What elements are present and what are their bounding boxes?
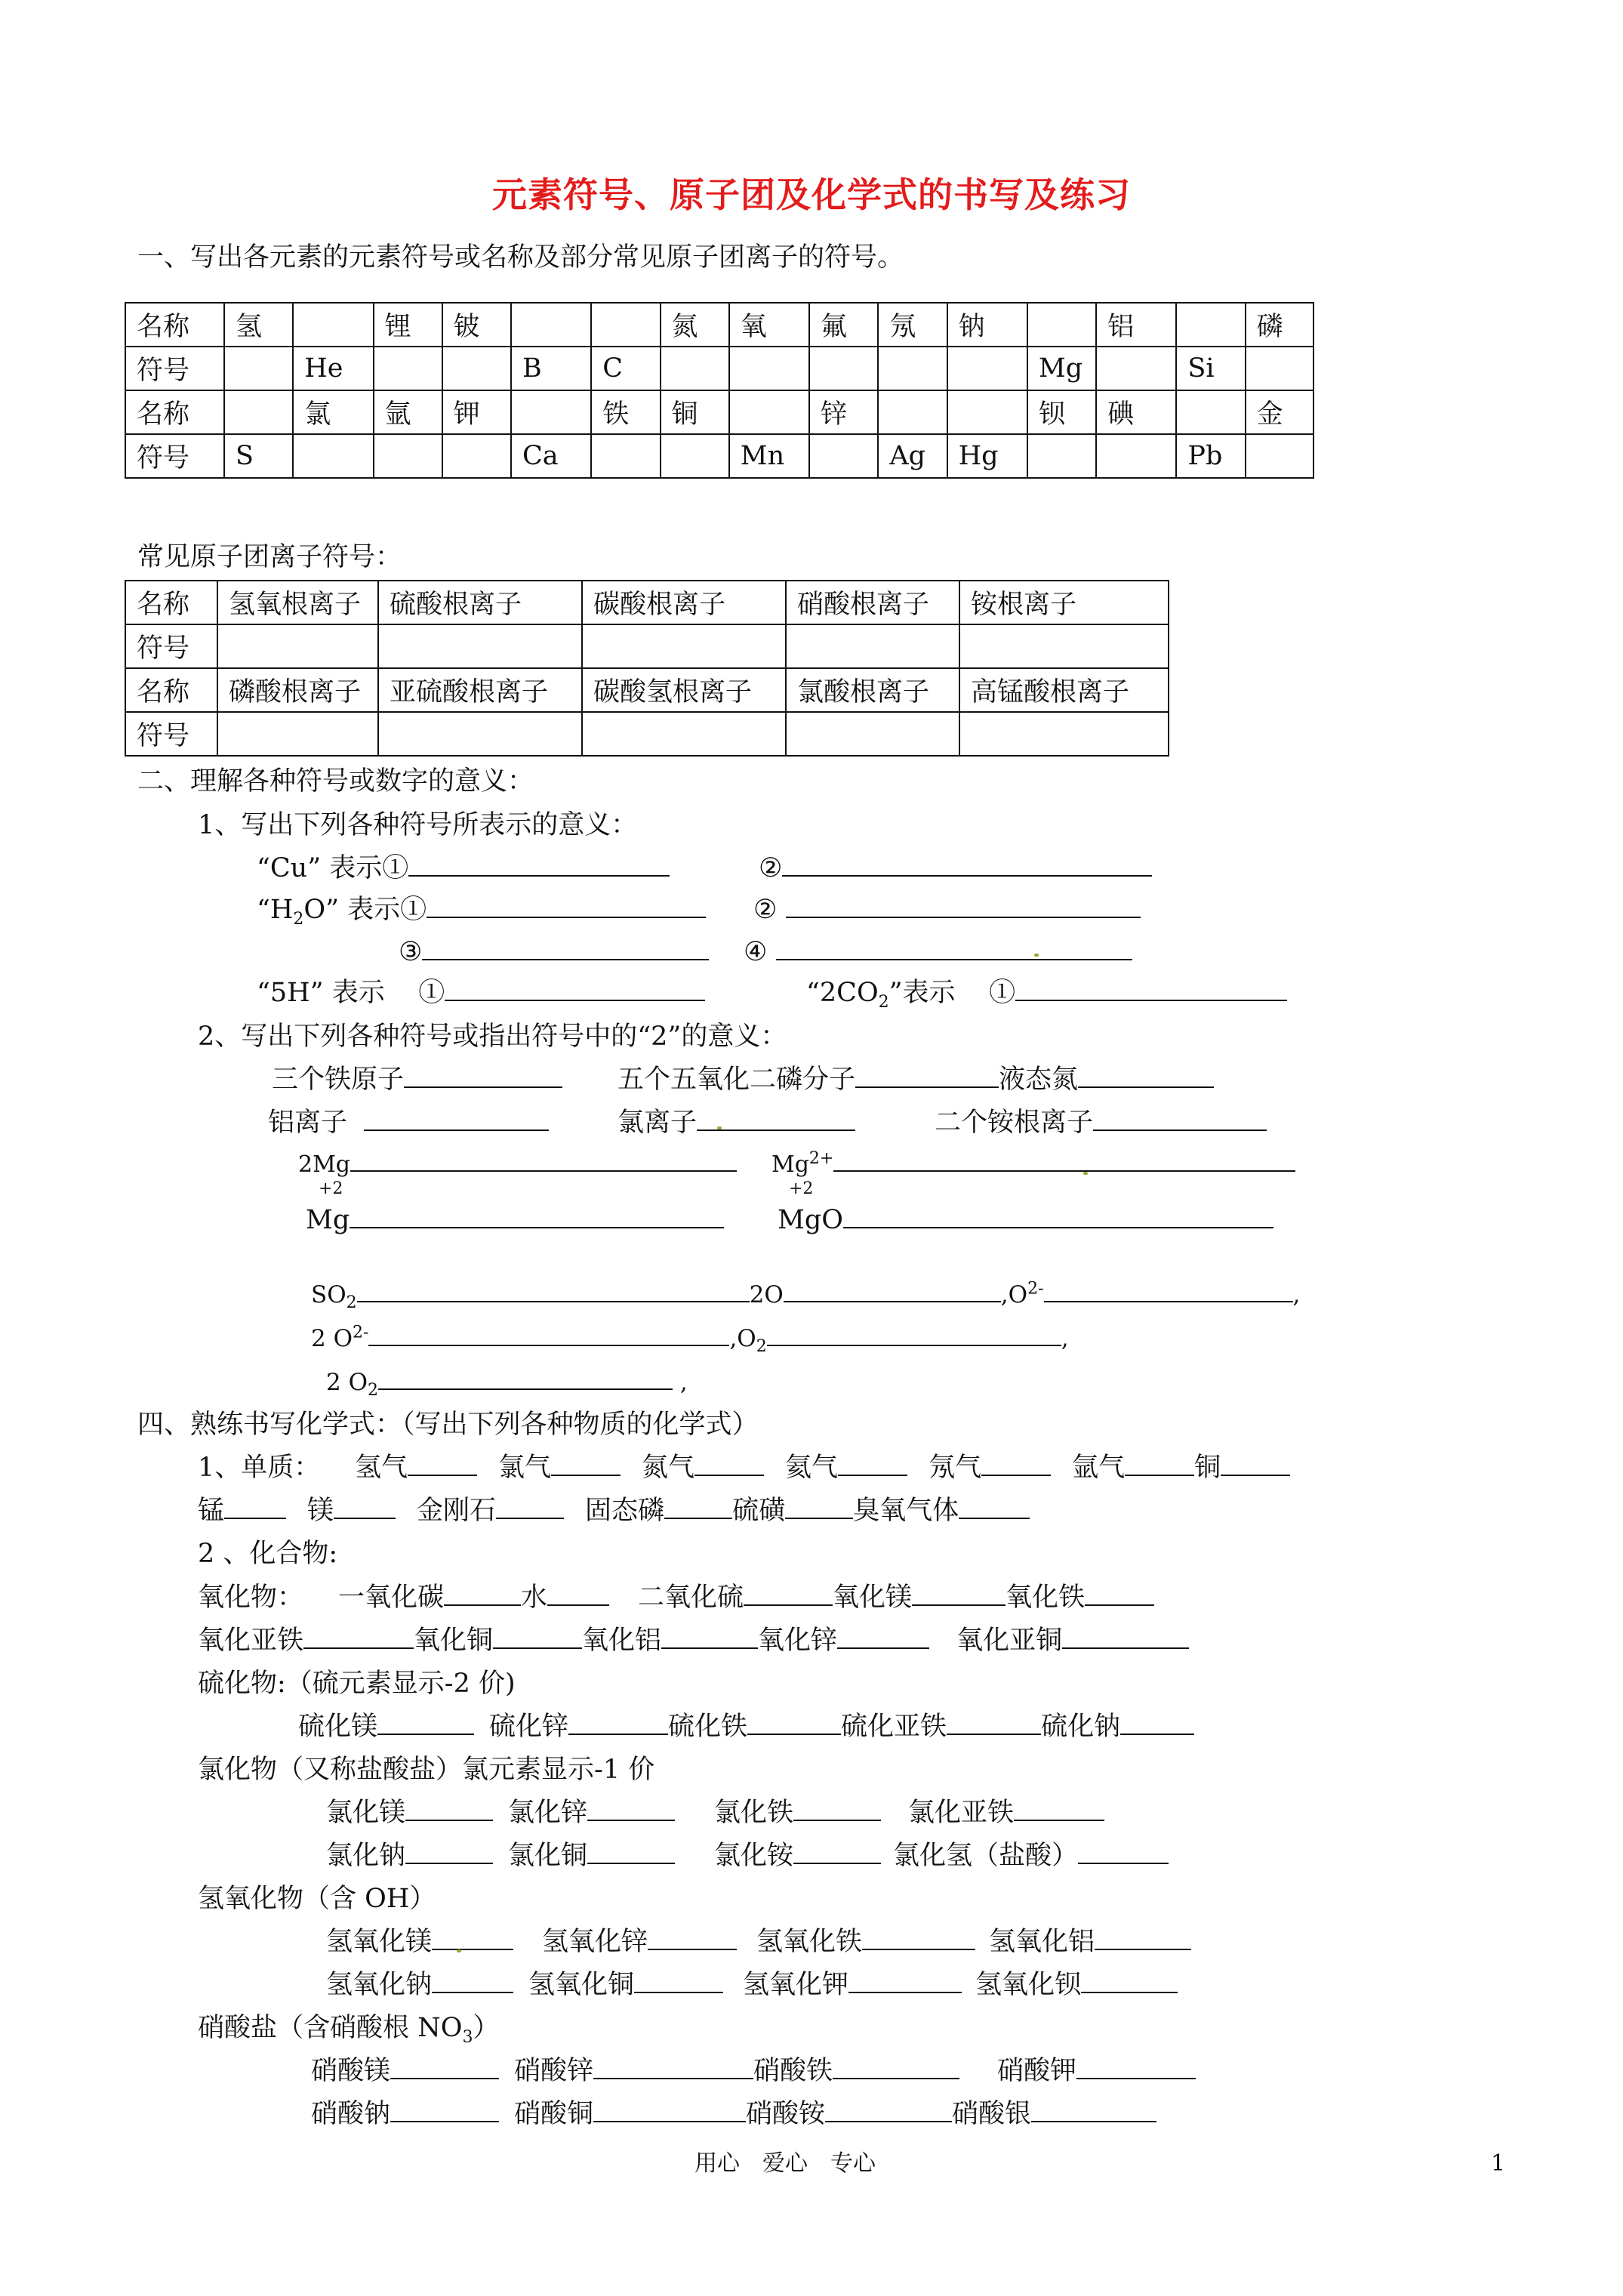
table-cell[interactable] — [511, 390, 591, 434]
table-row — [125, 347, 1313, 390]
item-label: 氧化亚铁 — [198, 1626, 304, 1656]
answer-blank[interactable] — [825, 2097, 952, 2122]
danzhi-label: 1、单质： — [198, 1453, 321, 1483]
table-row — [125, 712, 1169, 756]
table-cell: 氖 — [878, 303, 947, 347]
table-cell: 钾 — [442, 390, 511, 434]
table-cell[interactable] — [1027, 434, 1096, 478]
table-cell[interactable] — [374, 434, 442, 478]
answer-blank[interactable] — [350, 1203, 724, 1228]
oxide-row-1 — [338, 1580, 1154, 1615]
item-label: 氢氧化铁 — [756, 1927, 863, 1957]
row-mg: Mg — [306, 1203, 724, 1237]
answer-blank[interactable] — [405, 1795, 493, 1821]
item-label: 氯化钠 — [326, 1841, 406, 1871]
table-cell: S — [224, 434, 293, 478]
row-al-ion: 铝离子 — [268, 1105, 549, 1140]
item-label: 硝酸铜 — [514, 2099, 594, 2129]
row-header-cell: 名称 — [125, 303, 224, 347]
table-cell[interactable] — [947, 390, 1027, 434]
answer-blank[interactable] — [747, 1709, 841, 1735]
item-label: 氧化铜 — [414, 1626, 494, 1656]
table-cell: 钠 — [947, 303, 1027, 347]
table-cell: 氢氧根离子 — [217, 581, 378, 624]
item-label: 氧化锌 — [758, 1626, 838, 1656]
answer-blank[interactable] — [390, 2097, 499, 2122]
row-so2: $SO_2$ 2O $,O^{2-}$ , — [311, 1279, 1301, 1313]
table-cell[interactable] — [293, 303, 373, 347]
row-header-cell: 名称 — [125, 390, 224, 434]
section4-heading: 四、熟练书写化学式：（写出下列各种物质的化学式） — [137, 1410, 759, 1440]
item-label: 硝酸银 — [952, 2099, 1032, 2129]
2co2-meaning-row: “$2CO_2$”表示 ① — [806, 975, 1287, 1010]
answer-blank[interactable] — [496, 1493, 564, 1519]
table-cell: Mg — [1027, 347, 1096, 390]
answer-blank[interactable] — [551, 1450, 621, 1476]
answer-blank[interactable] — [432, 1968, 513, 1993]
answer-blank[interactable] — [1062, 1623, 1189, 1649]
item-label: 氢氧化钡 — [975, 1970, 1082, 2000]
sulfide-row — [298, 1709, 1194, 1744]
table-cell[interactable] — [1096, 434, 1176, 478]
table-cell[interactable] — [1027, 303, 1096, 347]
table-cell: C — [591, 347, 660, 390]
answer-blank[interactable] — [1095, 1925, 1191, 1950]
cu-meaning-2: ② — [759, 851, 1152, 886]
item-label: 氯化锌 — [508, 1798, 588, 1828]
answer-blank[interactable] — [786, 892, 1141, 918]
table-cell: Si — [1176, 347, 1245, 390]
item-label: 硝酸镁 — [311, 2056, 391, 2086]
table-cell[interactable] — [878, 347, 947, 390]
item-label: 金刚石 — [417, 1496, 497, 1526]
answer-blank[interactable] — [793, 1795, 881, 1821]
answer-blank[interactable] — [408, 851, 670, 877]
row-mg2plus: $Mg^{2+}$ — [771, 1148, 1295, 1182]
item-label: 氯化铜 — [508, 1841, 588, 1871]
answer-blank[interactable] — [855, 1062, 999, 1088]
table-cell[interactable] — [661, 347, 729, 390]
page-number: 1 — [1491, 2150, 1506, 2177]
table-cell: 高锰酸根离子 — [959, 668, 1169, 712]
answer-blank[interactable] — [350, 1151, 737, 1172]
answer-blank[interactable] — [1014, 1795, 1104, 1821]
item-label: 氧化镁 — [833, 1583, 913, 1613]
table-cell[interactable] — [378, 712, 582, 756]
answer-blank[interactable] — [1081, 1968, 1178, 1993]
item-label: 硝酸铵 — [746, 2099, 826, 2129]
table-cell[interactable] — [591, 434, 660, 478]
chloride-row-2 — [326, 1838, 1169, 1873]
answer-blank[interactable] — [593, 2097, 746, 2122]
chloride-label: 氯化物（又称盐酸盐）氯元素显示-1 价 — [198, 1755, 655, 1785]
answer-blank[interactable] — [959, 1493, 1030, 1519]
row-mgo: MgO — [778, 1203, 1273, 1237]
table-cell[interactable] — [582, 712, 786, 756]
table-cell[interactable] — [809, 347, 878, 390]
table-cell: 碳酸根离子 — [582, 581, 786, 624]
answer-blank[interactable] — [833, 2054, 959, 2079]
table-cell: Ag — [878, 434, 947, 478]
table-cell[interactable] — [217, 624, 378, 668]
answer-blank[interactable] — [833, 1151, 1295, 1172]
table-cell[interactable] — [1176, 303, 1245, 347]
item-label: 硝酸锌 — [514, 2056, 594, 2086]
table-cell: Pb — [1176, 434, 1245, 478]
table-cell[interactable] — [591, 303, 660, 347]
item-label: 硝酸钠 — [311, 2099, 391, 2129]
q1-text: 1、写出下列各种符号所表示的意义： — [198, 810, 638, 840]
answer-blank[interactable] — [587, 1795, 675, 1821]
oxide-label: 氧化物： — [198, 1583, 304, 1613]
table-cell[interactable] — [1246, 347, 1313, 390]
item-label: 硫化亚铁 — [841, 1712, 947, 1742]
table-cell: 铁 — [591, 390, 660, 434]
item-label: 氖气 — [929, 1453, 982, 1483]
row-header-cell: 符号 — [125, 624, 217, 668]
table-cell: 磷酸根离子 — [217, 668, 378, 712]
answer-blank[interactable] — [1085, 1580, 1154, 1606]
item-label: 硝酸铁 — [753, 2056, 833, 2086]
answer-blank[interactable] — [837, 1623, 929, 1649]
table-cell[interactable] — [661, 434, 729, 478]
item-label: 氢气 — [355, 1453, 408, 1483]
table-cell[interactable] — [582, 624, 786, 668]
nitrate-row-1 — [311, 2054, 1196, 2088]
item-label: 氢氧化铝 — [989, 1927, 1095, 1957]
h2o-meaning-3: ③ — [399, 935, 709, 969]
answer-blank[interactable] — [378, 1367, 673, 1390]
row-header-cell: 符号 — [125, 347, 224, 390]
table-cell[interactable] — [374, 347, 442, 390]
q2-text: 2、写出下列各种符号或指出符号中的“2”的意义： — [198, 1022, 787, 1052]
item-label: 氧化铁 — [1006, 1583, 1086, 1613]
ion-table — [125, 580, 1169, 757]
answer-blank[interactable] — [404, 1062, 562, 1088]
item-label: 氢氧化镁 — [326, 1927, 433, 1957]
nitrate-row-2 — [311, 2097, 1156, 2131]
answer-blank[interactable] — [390, 2054, 499, 2079]
table-cell: He — [293, 347, 373, 390]
answer-blank[interactable] — [784, 1280, 1001, 1302]
item-label: 硫化锌 — [489, 1712, 569, 1742]
section2-heading: 二、理解各种符号或数字的意义： — [137, 766, 534, 797]
item-label: 氢氧化钾 — [743, 1970, 849, 2000]
answer-blank[interactable] — [303, 1623, 414, 1649]
element-table — [125, 302, 1314, 479]
item-label: 氯气 — [498, 1453, 552, 1483]
answer-blank[interactable] — [947, 1709, 1041, 1735]
table-cell[interactable] — [442, 347, 511, 390]
table-cell: 氯酸根离子 — [786, 668, 959, 712]
answer-blank[interactable] — [648, 1925, 737, 1950]
item-label: 氯化铁 — [714, 1798, 794, 1828]
elements-row-1 — [355, 1450, 1290, 1485]
table-cell: 氟 — [809, 303, 878, 347]
page-title: 元素符号、原子团及化学式的书写及练习 — [492, 174, 1131, 215]
item-label: 水 — [521, 1583, 548, 1613]
item-label: 氢氧化锌 — [542, 1927, 648, 1957]
item-label: 氯化亚铁 — [908, 1798, 1015, 1828]
table-cell[interactable] — [293, 434, 373, 478]
answer-blank[interactable] — [912, 1580, 1006, 1606]
table-row — [125, 390, 1313, 434]
answer-blank[interactable] — [377, 1709, 474, 1735]
item-label: 氯化镁 — [326, 1798, 406, 1828]
answer-blank[interactable] — [547, 1580, 609, 1606]
answer-blank[interactable] — [368, 1324, 729, 1346]
table-row — [125, 434, 1313, 478]
answer-blank[interactable] — [1031, 2097, 1156, 2122]
row-2o2minus: 2 $O^{2-}$ $,O_2$ , — [311, 1323, 1069, 1357]
table-cell[interactable] — [217, 712, 378, 756]
answer-blank[interactable] — [568, 1709, 668, 1735]
sulfide-label: 硫化物:（硫元素显示-2 价) — [198, 1669, 516, 1699]
table-cell[interactable] — [809, 434, 878, 478]
answer-blank[interactable] — [848, 1968, 962, 1993]
table-cell[interactable] — [786, 712, 959, 756]
table-cell: Hg — [947, 434, 1027, 478]
answer-blank[interactable] — [862, 1925, 975, 1950]
answer-blank[interactable] — [1093, 1105, 1267, 1131]
answer-blank[interactable] — [694, 1450, 764, 1476]
answer-blank[interactable] — [432, 1925, 513, 1950]
table-row — [125, 624, 1169, 668]
answer-blank[interactable] — [444, 1580, 521, 1606]
table-cell[interactable] — [224, 390, 293, 434]
table-cell: 铜 — [661, 390, 729, 434]
answer-blank[interactable] — [445, 975, 705, 1001]
table-cell: 铝 — [1096, 303, 1176, 347]
item-label: 镁 — [307, 1496, 334, 1526]
row-2mg: 2Mg — [298, 1148, 737, 1182]
answer-blank[interactable] — [1078, 1062, 1214, 1088]
row-header-cell: 符号 — [125, 434, 224, 478]
row-2o2: 2 $O_2$ , — [326, 1369, 688, 1401]
item-label: 锰 — [198, 1496, 225, 1526]
row-nh4: 二个铵根离子 — [935, 1105, 1267, 1140]
ion-heading: 常见原子团离子符号： — [137, 542, 402, 572]
answer-blank[interactable] — [427, 892, 706, 918]
answer-blank[interactable] — [224, 1493, 286, 1519]
answer-blank[interactable] — [1076, 2054, 1196, 2079]
answer-blank[interactable] — [661, 1623, 758, 1649]
table-cell: 铍 — [442, 303, 511, 347]
table-cell[interactable] — [224, 347, 293, 390]
valence-plus2-a: +2 — [319, 1179, 343, 1198]
item-label: 氯化氢（盐酸） — [893, 1841, 1079, 1871]
answer-blank[interactable] — [1120, 1709, 1194, 1735]
answer-blank[interactable] — [785, 1493, 853, 1519]
h2o-meaning-2: ② — [753, 892, 1141, 927]
footer-motto: 用心 爱心 专心 — [694, 2150, 876, 2177]
answer-blank[interactable] — [793, 1838, 881, 1864]
table-cell[interactable] — [959, 712, 1169, 756]
answer-blank[interactable] — [408, 1450, 477, 1476]
table-cell: 氮 — [661, 303, 729, 347]
table-cell[interactable] — [786, 624, 959, 668]
answer-blank[interactable] — [634, 1968, 723, 1993]
answer-blank[interactable] — [422, 935, 709, 960]
hydroxide-label: 氢氧化物（含 OH） — [198, 1884, 436, 1914]
nitrate-label: 硝酸盐（含硝酸根 $NO_3$） — [198, 2013, 500, 2047]
table-cell[interactable] — [729, 390, 809, 434]
row-header-cell: 名称 — [125, 668, 217, 712]
section1-heading: 一、写出各元素的元素符号或名称及部分常见原子团离子的符号。 — [137, 242, 904, 273]
table-cell[interactable] — [878, 390, 947, 434]
item-label: 氧化铝 — [582, 1626, 662, 1656]
answer-blank[interactable] — [767, 1324, 1061, 1346]
cu-meaning-row: “Cu” 表示① — [257, 851, 670, 886]
item-label: 氢氧化钠 — [326, 1970, 433, 2000]
table-cell: 磷 — [1246, 303, 1313, 347]
item-label: 氮气 — [642, 1453, 695, 1483]
table-cell: 碘 — [1096, 390, 1176, 434]
answer-blank[interactable] — [334, 1493, 396, 1519]
item-label: 硫磺 — [732, 1496, 786, 1526]
table-cell[interactable] — [959, 624, 1169, 668]
table-cell[interactable] — [378, 624, 582, 668]
5h-meaning-row: “5H” 表示 ① — [257, 975, 705, 1010]
table-cell: 锂 — [374, 303, 442, 347]
table-cell[interactable] — [1096, 347, 1176, 390]
table-cell: B — [511, 347, 591, 390]
row-p2o5: 五个五氧化二磷分子 液态氮 — [617, 1062, 1214, 1097]
answer-blank[interactable] — [744, 1580, 833, 1606]
table-cell: 氢 — [224, 303, 293, 347]
answer-blank[interactable] — [593, 2054, 753, 2079]
item-label: 氢氧化铜 — [528, 1970, 635, 2000]
item-label: 硝酸钾 — [997, 2056, 1077, 2086]
table-cell[interactable] — [1176, 390, 1245, 434]
table-row — [125, 581, 1169, 624]
answer-blank[interactable] — [1125, 1450, 1194, 1476]
item-label: 氦气 — [785, 1453, 839, 1483]
table-cell: 氩 — [374, 390, 442, 434]
table-cell: 氯 — [293, 390, 373, 434]
item-label: 氧化亚铜 — [956, 1626, 1063, 1656]
oxide-row-2 — [198, 1623, 1189, 1658]
item-label: 臭氧气体 — [853, 1496, 959, 1526]
row-header-cell: 名称 — [125, 581, 217, 624]
table-cell[interactable] — [729, 347, 809, 390]
item-label: 铜 — [1194, 1453, 1221, 1483]
item-label: 固态磷 — [585, 1496, 665, 1526]
table-cell[interactable] — [442, 434, 511, 478]
answer-blank[interactable] — [1015, 975, 1287, 1001]
table-cell: 亚硫酸根离子 — [378, 668, 582, 712]
item-label: 硫化铁 — [668, 1712, 748, 1742]
huahewu-label: 2 、化合物: — [198, 1539, 338, 1569]
answer-blank[interactable] — [1044, 1280, 1293, 1302]
table-cell: 金 — [1246, 390, 1313, 434]
table-cell: Ca — [511, 434, 591, 478]
table-cell: 锌 — [809, 390, 878, 434]
item-label: 氯化铵 — [714, 1841, 794, 1871]
table-cell[interactable] — [1246, 434, 1313, 478]
item-label: 氩气 — [1072, 1453, 1126, 1483]
table-cell: 铵根离子 — [959, 581, 1169, 624]
answer-blank[interactable] — [782, 851, 1152, 877]
answer-blank[interactable] — [405, 1838, 493, 1864]
answer-blank[interactable] — [357, 1280, 750, 1302]
table-cell: 碳酸氢根离子 — [582, 668, 786, 712]
item-label: 二氧化硫 — [638, 1583, 744, 1613]
answer-blank[interactable] — [843, 1203, 1273, 1228]
table-cell: 氧 — [729, 303, 809, 347]
answer-blank[interactable] — [664, 1493, 732, 1519]
table-cell[interactable] — [511, 303, 591, 347]
row-header-cell: 符号 — [125, 712, 217, 756]
answer-blank[interactable] — [587, 1838, 675, 1864]
table-cell[interactable] — [947, 347, 1027, 390]
table-cell: 硝酸根离子 — [786, 581, 959, 624]
table-cell: 硫酸根离子 — [378, 581, 582, 624]
answer-blank[interactable] — [1078, 1838, 1169, 1864]
answer-blank[interactable] — [838, 1450, 907, 1476]
item-label: 一氧化碳 — [338, 1583, 445, 1613]
item-label: 硫化钠 — [1041, 1712, 1121, 1742]
table-row — [125, 668, 1169, 712]
elements-row-2 — [198, 1493, 1030, 1528]
table-row — [125, 303, 1313, 347]
hydroxide-row-1 — [326, 1925, 1191, 1959]
item-label: 硫化镁 — [298, 1712, 378, 1742]
hydroxide-row-2 — [326, 1968, 1178, 2002]
answer-blank[interactable] — [364, 1105, 549, 1131]
row-fe3: 三个铁原子 — [272, 1062, 562, 1097]
answer-blank[interactable] — [981, 1450, 1051, 1476]
h2o-meaning-row: “$H_2O$” 表示① — [257, 892, 706, 927]
answer-blank[interactable] — [776, 935, 1132, 960]
answer-blank[interactable] — [493, 1623, 582, 1649]
answer-blank[interactable] — [1221, 1450, 1290, 1476]
table-cell: 钡 — [1027, 390, 1096, 434]
chloride-row-1 — [326, 1795, 1104, 1830]
table-cell: Mn — [729, 434, 809, 478]
valence-plus2-b: +2 — [789, 1179, 814, 1198]
row-cl-ion: 氯离子 — [617, 1105, 855, 1140]
h2o-meaning-4: ④ — [744, 935, 1132, 969]
